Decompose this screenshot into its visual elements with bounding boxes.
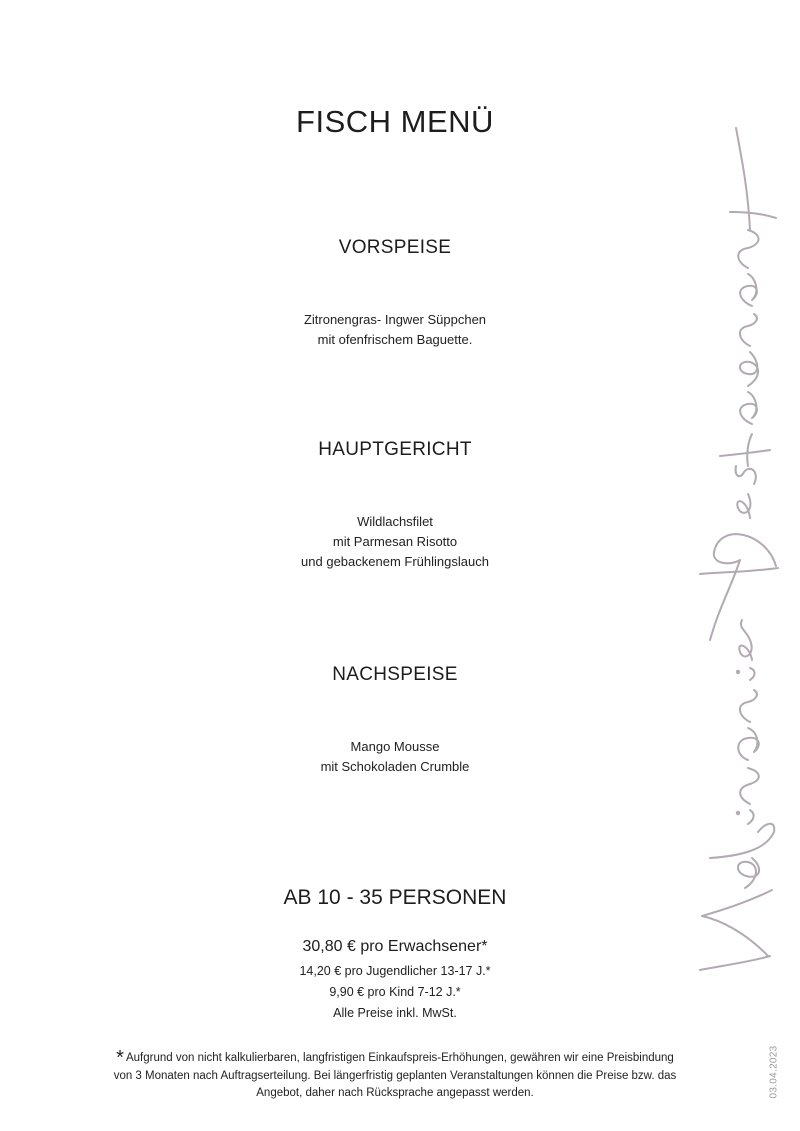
price-line: 14,20 € pro Jugendlicher 13-17 J.* [299,964,491,978]
price-line: Alle Preise inkl. MwSt. [333,1006,457,1020]
menu-title: FISCH MENÜ [296,104,494,139]
price-line: 9,90 € pro Kind 7-12 J.* [329,985,461,999]
hauptgericht-line: mit Parmesan Risotto [332,534,458,549]
footnote-text: Aufgrund von nicht kalkulierbaren, langfristigen Einkaufspreis-Erhöhungen, gewähren wir eine Preisbindung von 3 Monaten nach Auftragserteilung. Bei längerfristig geplanten Veranstaltungen können die Preise bzw. das Angebot, daher nach Rücksprache angepasst werden. [113,1052,677,1099]
section-heading-vorspeise: VORSPEISE [338,237,452,258]
nachspeise-line: Mango Mousse [350,739,440,754]
date-stamp: 03.04.2023 [768,1045,780,1099]
hauptgericht-line: und gebackenem Frühlingslauch [301,554,489,569]
vorspeise-line: mit ofenfrischem Baguette. [317,332,473,347]
pricing-heading: AB 10 - 35 PERSONEN [283,886,507,909]
section-heading-hauptgericht: HAUPTGERICHT [318,439,472,460]
nachspeise-line: mit Schokoladen Crumble [320,759,470,774]
restaurant-script-logo [690,120,790,980]
footnote-asterisk: * [116,1047,124,1069]
footnote [110,1047,680,1103]
price-list [0,961,790,1024]
section-body-vorspeise [0,310,790,350]
vorspeise-line: Zitronengras- Ingwer Süppchen [303,312,487,327]
price-adult: 30,80 € pro Erwachsener* [302,938,488,955]
section-heading-nachspeise: NACHSPEISE [332,664,458,685]
section-body-hauptgericht [0,512,790,572]
section-body-nachspeise [0,737,790,777]
hauptgericht-line: Wildlachsfilet [357,514,433,529]
